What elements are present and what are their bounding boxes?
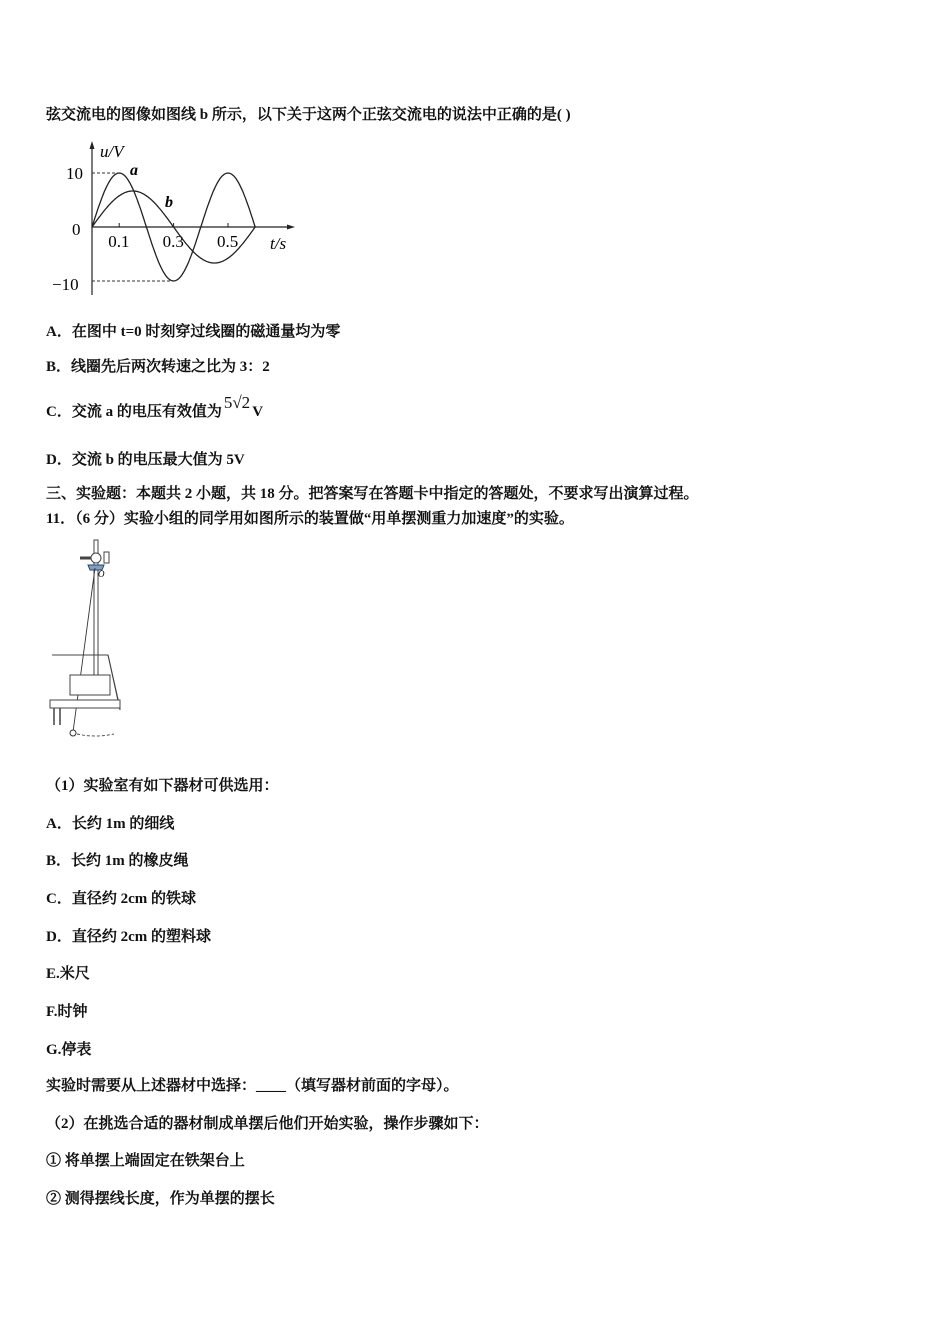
fill-blank-question: 实验时需要从上述器材中选择：____（填写器材前面的字母）。 bbox=[46, 1078, 459, 1094]
part1: （1）实验室有如下器材可供选用： bbox=[46, 778, 279, 794]
option-c-math: 5√2 bbox=[223, 393, 251, 412]
option-b: B．线圈先后两次转速之比为 3：2 bbox=[46, 359, 270, 375]
series-label-a: a bbox=[130, 162, 138, 179]
item-f: F.时钟 bbox=[46, 1004, 88, 1020]
x-tick-label: 0.5 bbox=[217, 232, 239, 251]
option-c-prefix: C．交流 a 的电压有效值为 bbox=[46, 404, 222, 420]
q11-stem: 11．（6 分）实验小组的同学用如图所示的装置做“用单摆测重力加速度”的实验。 bbox=[46, 511, 574, 527]
option-c bbox=[46, 393, 264, 421]
y-tick-0: 0 bbox=[72, 220, 81, 239]
item-d: D．直径约 2cm 的塑料球 bbox=[46, 929, 211, 945]
question-stem: 弦交流电的图像如图线 b 所示，以下关于这两个正弦交流电的说法中正确的是( ) bbox=[46, 107, 571, 123]
option-d: D．交流 b 的电压最大值为 5V bbox=[46, 452, 245, 468]
item-b: B．长约 1m 的橡皮绳 bbox=[46, 853, 189, 869]
voltage-time-chart bbox=[40, 135, 310, 300]
option-c-suffix: V bbox=[252, 404, 264, 420]
item-c: C．直径约 2cm 的铁球 bbox=[46, 891, 196, 907]
x-axis-arrow bbox=[287, 225, 295, 230]
pivot-label: O bbox=[98, 569, 105, 579]
item-e: E.米尺 bbox=[46, 966, 90, 982]
y-axis-label: u/V bbox=[100, 142, 124, 161]
step-1: ① 将单摆上端固定在铁架台上 bbox=[46, 1153, 245, 1169]
x-axis-label: t/s bbox=[270, 234, 287, 253]
part2: （2）在挑选合适的器材制成单摆后他们开始实验，操作步骤如下： bbox=[46, 1116, 489, 1132]
x-tick-label: 0.3 bbox=[162, 232, 184, 251]
item-a: A．长约 1m 的细线 bbox=[46, 816, 175, 832]
y-tick-neg10: −10 bbox=[52, 275, 79, 294]
y-axis-arrow bbox=[90, 141, 95, 149]
section-header: 三、实验题：本题共 2 小题，共 18 分。把答案写在答题卡中指定的答题处，不要求写出演算过程。 bbox=[46, 486, 699, 502]
option-a: A．在图中 t=0 时刻穿过线圈的磁通量均为零 bbox=[46, 324, 341, 340]
item-g: G.停表 bbox=[46, 1042, 92, 1058]
x-tick-label: 0.1 bbox=[108, 232, 130, 251]
pendulum-figure bbox=[40, 535, 160, 745]
step-2: ② 测得摆线长度，作为单摆的摆长 bbox=[46, 1191, 275, 1207]
y-tick-10: 10 bbox=[66, 164, 83, 183]
series-label-b: b bbox=[165, 194, 173, 211]
